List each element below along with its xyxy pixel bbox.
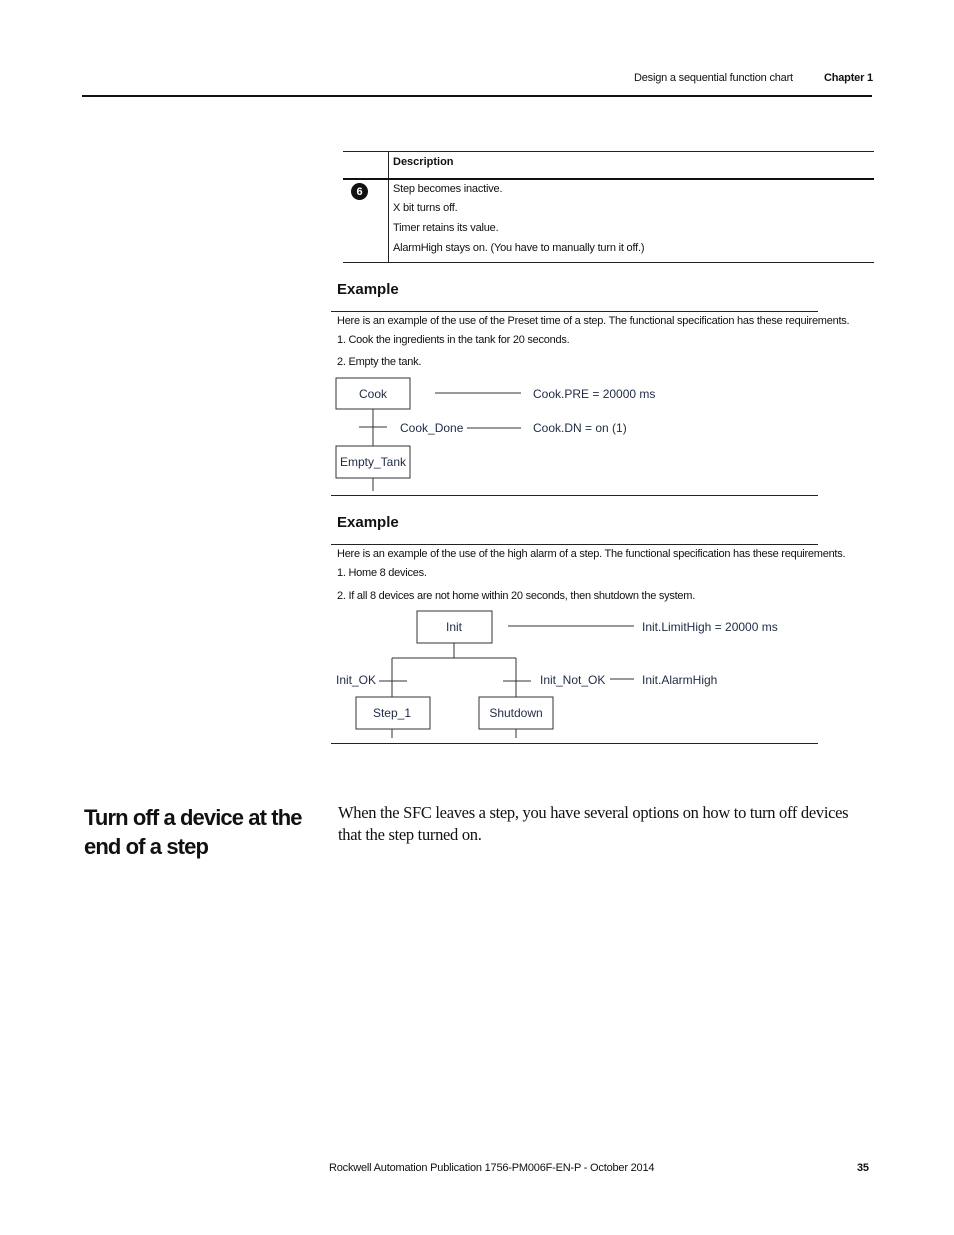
annotation-cook-dn: Cook.DN = on (1) [533, 421, 627, 435]
running-header-title: Design a sequential function chart [634, 72, 793, 84]
step-label-shutdown: Shutdown [489, 706, 543, 720]
example-1-title: Example [337, 281, 399, 298]
section-body-text: When the SFC leaves a step, you have several options on how to turn off devices that the step turned on. [338, 803, 849, 844]
example-2-top-rule [331, 544, 818, 545]
step-label-step-1: Step_1 [372, 706, 412, 720]
example-1-item: 1. Cook the ingredients in the tank for 20 seconds. [337, 334, 570, 346]
table-row-line: X bit turns off. [393, 202, 458, 214]
annotation-init-limithigh: Init.LimitHigh = 20000 ms [642, 620, 778, 634]
section-heading: Turn off a device at the end of a step [84, 805, 302, 859]
transition-label-init-ok: Init_OK [336, 673, 377, 687]
table-column-header: Description [393, 156, 454, 168]
example-1-item: 2. Empty the tank. [337, 356, 422, 368]
step-label-cook: Cook [358, 387, 388, 401]
example-1-bottom-rule [331, 495, 818, 496]
example-1-intro: Here is an example of the use of the Preset time of a step. The functional specification has these requirements. [337, 315, 850, 327]
table-row-line: Step becomes inactive. [393, 183, 503, 195]
transition-label-init-not-ok: Init_Not_OK [540, 673, 606, 687]
table-row-line: AlarmHigh stays on. (You have to manually turn it off.) [393, 242, 645, 254]
transition-label-cook-done: Cook_Done [400, 421, 464, 435]
running-header-chapter: Chapter 1 [824, 72, 873, 84]
example-2-bottom-rule [331, 743, 818, 744]
example-2-title: Example [337, 514, 399, 531]
example-2-item: 1. Home 8 devices. [337, 567, 427, 579]
step-label-empty-tank: Empty_Tank [339, 455, 407, 469]
step-number-badge: 6 [351, 183, 368, 200]
footer-publication: Rockwell Automation Publication 1756-PM006F-EN-P - October 2014 [329, 1162, 655, 1174]
example-2-intro: Here is an example of the use of the high alarm of a step. The functional specification has these requirements. [337, 548, 846, 560]
footer-page-number: 35 [857, 1162, 869, 1174]
annotation-init-alarmhigh: Init.AlarmHigh [642, 673, 718, 687]
table-row-line: Timer retains its value. [393, 222, 499, 234]
step-label-init: Init [445, 620, 463, 634]
example-2-item: 2. If all 8 devices are not home within 20 seconds, then shutdown the system. [337, 590, 696, 602]
annotation-cook-pre: Cook.PRE = 20000 ms [533, 387, 656, 401]
